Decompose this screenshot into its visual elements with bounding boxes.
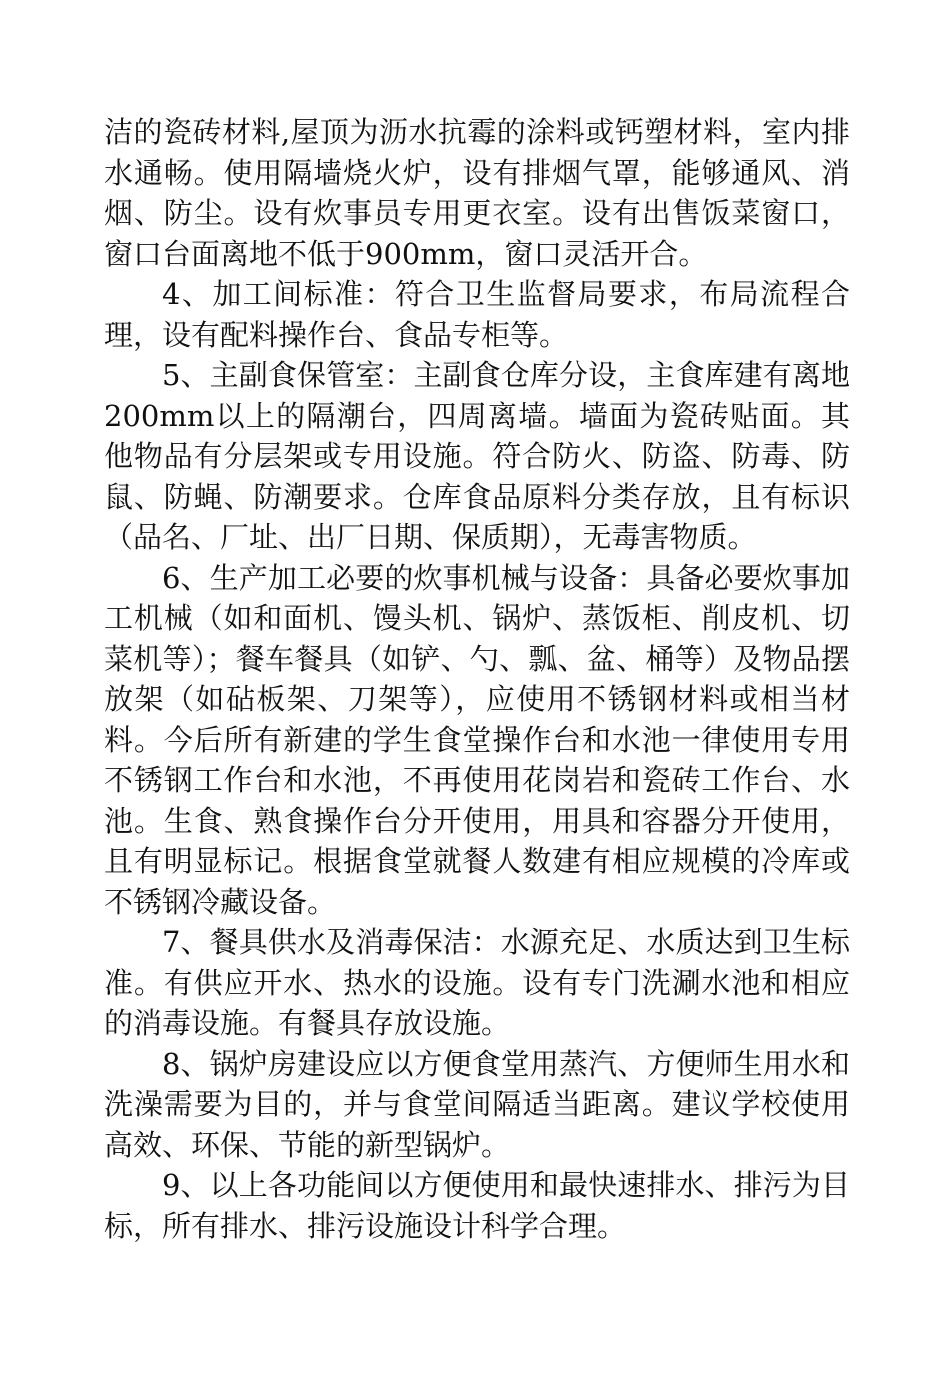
paragraph-item-6: 6、生产加工必要的炊事机械与设备：具备必要炊事加工机械（如和面机、馒头机、锅炉、蒸饭柜、削皮机、切菜机等）；餐车餐具（如铲、勺、瓢、盆、桶等）及物品摆放架（如砧板架、刀架等），应使用不锈钢材料或相当材料。今后所有新建的学生食堂操作台和水池一律使用专用不锈钢工作台和水池，不再使用花岗岩和瓷砖工作台、水池。生食、熟食操作台分开使用，用具和容器分开使用，且有明显标记。根据食堂就餐人数建有相应规模的冷库或不锈钢冷藏设备。 [104,560,850,919]
paragraph-item-7: 7、餐具供水及消毒保洁：水源充足、水质达到卫生标准。有供应开水、热水的设施。设有专门洗涮水池和相应的消毒设施。有餐具存放设施。 [104,925,850,1040]
paragraph-item-4: 4、加工间标准：符合卫生监督局要求，布局流程合理，设有配料操作台、食品专柜等。 [104,277,850,352]
document-body [104,112,850,1246]
paragraph-item-8: 8、锅炉房建设应以方便食堂用蒸汽、方便师生用水和洗澡需要为目的，并与食堂间隔适当距离。建议学校使用高效、环保、节能的新型锅炉。 [104,1046,850,1162]
paragraph-continued: 洁的瓷砖材料,屋顶为沥水抗霉的涂料或钙塑材料，室内排水通畅。使用隔墙烧火炉，设有排烟气罩，能够通风、消烟、防尘。设有炊事员专用更衣室。设有出售饭菜窗口，窗口台面离地不低于900mm，窗口灵活开合。 [104,115,850,271]
paragraph-item-5: 5、主副食保管室：主副食仓库分设，主食库建有离地200mm以上的隔潮台，四周离墙。墙面为瓷砖贴面。其他物品有分层架或专用设施。符合防火、防盗、防毒、防鼠、防蝇、防潮要求。仓库食品原料分类存放，且有标识（品名、厂址、出厂日期、保质期），无毒害物质。 [104,358,850,554]
paragraph-item-9: 9、以上各功能间以方便使用和最快速排水、排污为目标，所有排水、排污设施设计科学合理。 [104,1168,850,1243]
